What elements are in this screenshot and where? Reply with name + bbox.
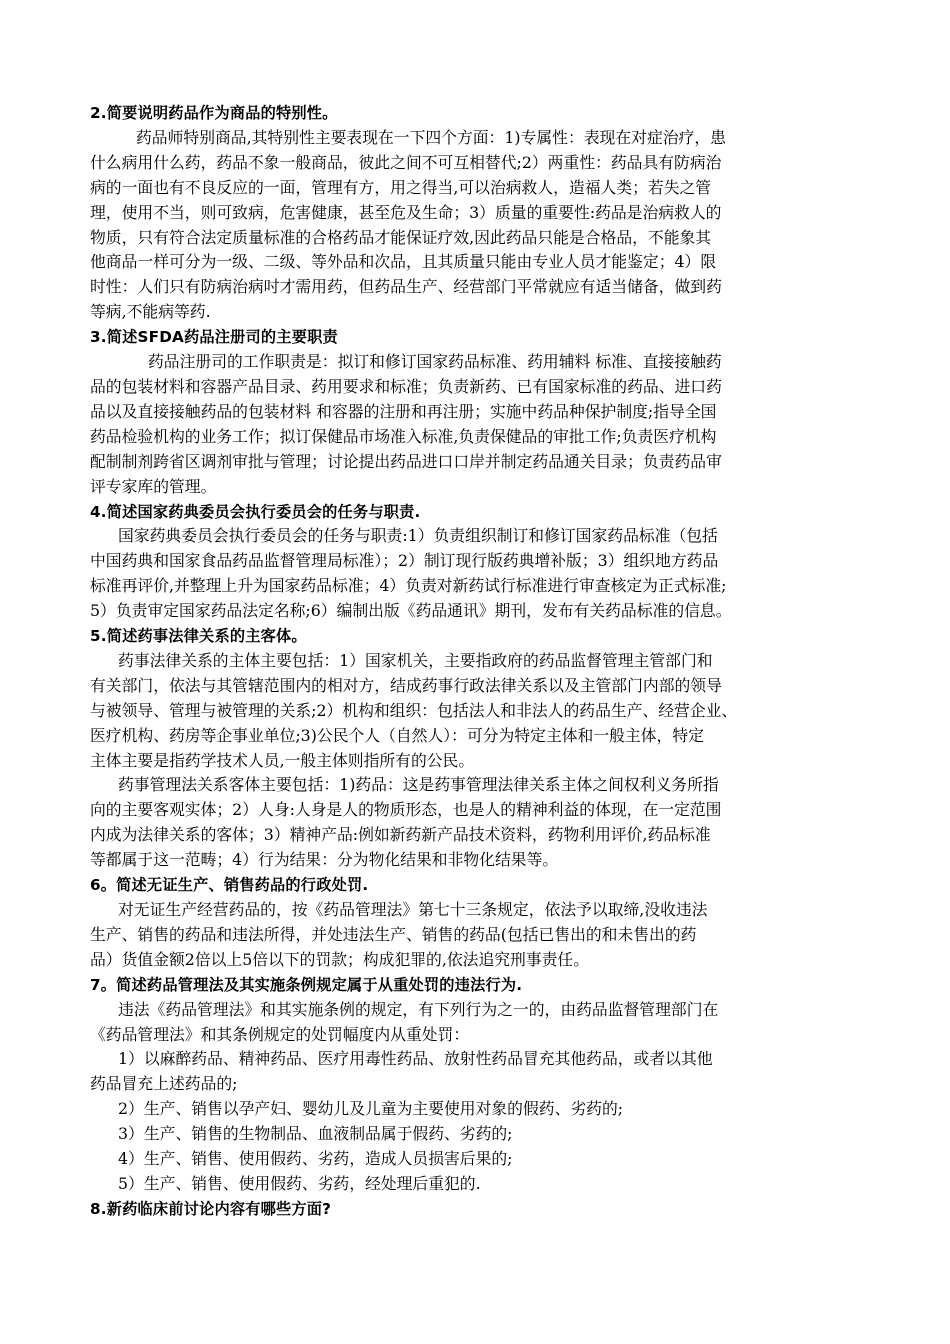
answer-line: 他商品一样可分为一级、二级、等外品和次品，且其质量只能由专业人员才能鉴定；4）限 (90, 252, 717, 272)
question-7-intro (90, 998, 865, 1048)
answer-line: 违法《药品管理法》和其实施条例的规定，有下列行为之一的，由药品监督管理部门在 (118, 999, 719, 1019)
question-7-item-4 (90, 1147, 865, 1172)
question-5-subject-paragraph (90, 649, 865, 774)
answer-line: 品）货值金额2倍以上5倍以下的罚款；构成犯罪的,依法追究刑事责任。 (90, 949, 590, 969)
answer-line: 品的包装材料和容器产品目录、药用要求和标准；负责新药、已有国家标准的药品、进口药 (90, 376, 722, 396)
question-6-heading: 6。简述无证生产、销售药品的行政处罚. (90, 876, 369, 895)
question-7-item-2 (90, 1097, 865, 1122)
answer-line: 药事管理法关系客体主要包括：1)药品：这是药事管理法律关系主体之间权利义务所指 (118, 775, 719, 795)
answer-line: 理，使用不当，则可致病，危害健康，甚至危及生命；3）质量的重要性:药品是治病救人的 (90, 202, 722, 222)
question-3-answer (90, 350, 865, 499)
answer-line: 品以及直接接触药品的包装材料 和容器的注册和再注册；实施中药品种保护制度;指导全国 (90, 401, 717, 421)
answer-line: 内成为法律关系的客体；3）精神产品:例如新药新产品技术资料，药物利用评价,药品标准 (90, 825, 711, 845)
question-4-answer (90, 524, 865, 624)
answer-line: 向的主要客观实体；2）人身:人身是人的物质形态，也是人的精神利益的体现，在一定范围 (90, 800, 722, 820)
question-3-heading: 3.简述SFDA药品注册司的主要职责 (90, 328, 338, 347)
answer-line: 《药品管理法》和其条例规定的处罚幅度内从重处罚： (90, 1024, 470, 1044)
answer-line: 等病,不能病等药. (90, 302, 211, 322)
list-item-continuation: 药品冒充上述药品的; (90, 1074, 238, 1094)
answer-line: 医疗机构、药房等企事业单位;3)公民个人（自然人）：可分为特定主体和一般主体，特定 (90, 725, 704, 745)
list-item: 1）以麻醉药品、精神药品、医疗用毒性药品、放射性药品冒充其他药品，或者以其他 (118, 1049, 713, 1069)
answer-line: 药事法律关系的主体主要包括：1）国家机关，主要指政府的药品监督管理主管部门和 (118, 650, 713, 670)
document-body (90, 101, 865, 1222)
answer-line: 配制制剂跨省区调剂审批与管理；讨论提出药品进口口岸并制定药品通关目录；负责药品审 (90, 451, 722, 471)
answer-line: 生产、销售的药品和违法所得，并处违法生产、销售的药品(包括已售出的和未售出的药 (90, 924, 697, 944)
answer-line: 什么病用什么药，药品不象一般商品，彼此之间不可互相替代;2）两重性：药品具有防病治 (90, 152, 722, 172)
answer-line: 物质，只有符合法定质量标准的合格药品才能保证疗效,因此药品只能是合格品，不能象其 (90, 227, 712, 247)
answer-line: 有关部门，依法与其管辖范围内的相对方，结成药事行政法律关系以及主管部门内部的领导 (90, 675, 722, 695)
answer-line: 药品注册司的工作职责是：拟订和修订国家药品标准、药用辅料 标准、直接接触药 (148, 352, 722, 372)
answer-line: 等都属于这一范畴；4）行为结果：分为物化结果和非物化结果等。 (90, 850, 559, 870)
question-8-heading: 8.新药临床前讨论内容有哪些方面? (90, 1199, 332, 1218)
question-7-item-3 (90, 1122, 865, 1147)
question-5-object-paragraph (90, 773, 865, 873)
question-6-answer (90, 898, 865, 973)
list-item: 5）生产、销售、使用假药、劣药，经处理后重犯的. (118, 1173, 481, 1193)
question-5-heading: 5.简述药事法律关系的主客体。 (90, 627, 307, 646)
answer-line: 药品检验机构的业务工作；拟订保健品市场准入标准,负责保健品的审批工作;负责医疗机构 (90, 426, 717, 446)
answer-line: 病的一面也有不良反应的一面，管理有方，用之得当,可以治病救人，造福人类；若失之管 (90, 177, 712, 197)
answer-line: 国家药典委员会执行委员会的任务与职责:1）负责组织制订和修订国家药品标准（包括 (118, 526, 718, 546)
list-item: 3）生产、销售的生物制品、血液制品属于假药、劣药的; (118, 1124, 513, 1144)
question-4-heading: 4.简述国家药典委员会执行委员会的任务与职责. (90, 502, 421, 521)
answer-line: 对无证生产经营药品的，按《药品管理法》第七十三条规定，依法予以取缔,没收违法 (118, 900, 708, 919)
question-2-heading: 2.简要说明药品作为商品的特别性。 (90, 104, 338, 122)
question-7-item-1 (90, 1047, 865, 1097)
question-2-answer (90, 126, 865, 325)
question-7-item-5 (90, 1172, 865, 1197)
answer-line: 主体主要是指药学技术人员,一般主体则指所有的公民。 (90, 750, 475, 770)
list-item: 4）生产、销售、使用假药、劣药，造成人员损害后果的; (118, 1149, 513, 1169)
answer-line: 时性：人们只有防病治病吋才需用药，但药品生产、经营部门平常就应有适当储备，做到药 (90, 277, 722, 297)
answer-line: 药品师特别商品,其特别性主要表现在一下四个方面：1)专属性：表现在对症治疗，患 (136, 127, 726, 147)
answer-line: 标准再评价,并整理上升为国家药品标准；4）负责对新药试行标准进行审查核定为正式标准; (90, 576, 727, 596)
question-7-heading: 7。简述药品管理法及其实施条例规定属于从重处罚的违法行为. (90, 975, 523, 994)
answer-line: 与被领导、管理与被管理的关系;2）机构和组织：包括法人和非法人的药品生产、经营企业、 (90, 700, 738, 720)
list-item: 2）生产、销售以孕产妇、婴幼儿及儿童为主要使用对象的假药、劣药的; (118, 1099, 624, 1119)
answer-line: 评专家库的管理。 (90, 476, 217, 496)
answer-line: 中国药典和国家食品药品监督管理局标准）；2）制订现行版药典增补版；3）组织地方药品 (90, 551, 719, 571)
answer-line: 5）负责审定国家药品法定名称;6）编制出版《药品通讯》期刊，发布有关药品标准的信息。 (90, 601, 732, 621)
